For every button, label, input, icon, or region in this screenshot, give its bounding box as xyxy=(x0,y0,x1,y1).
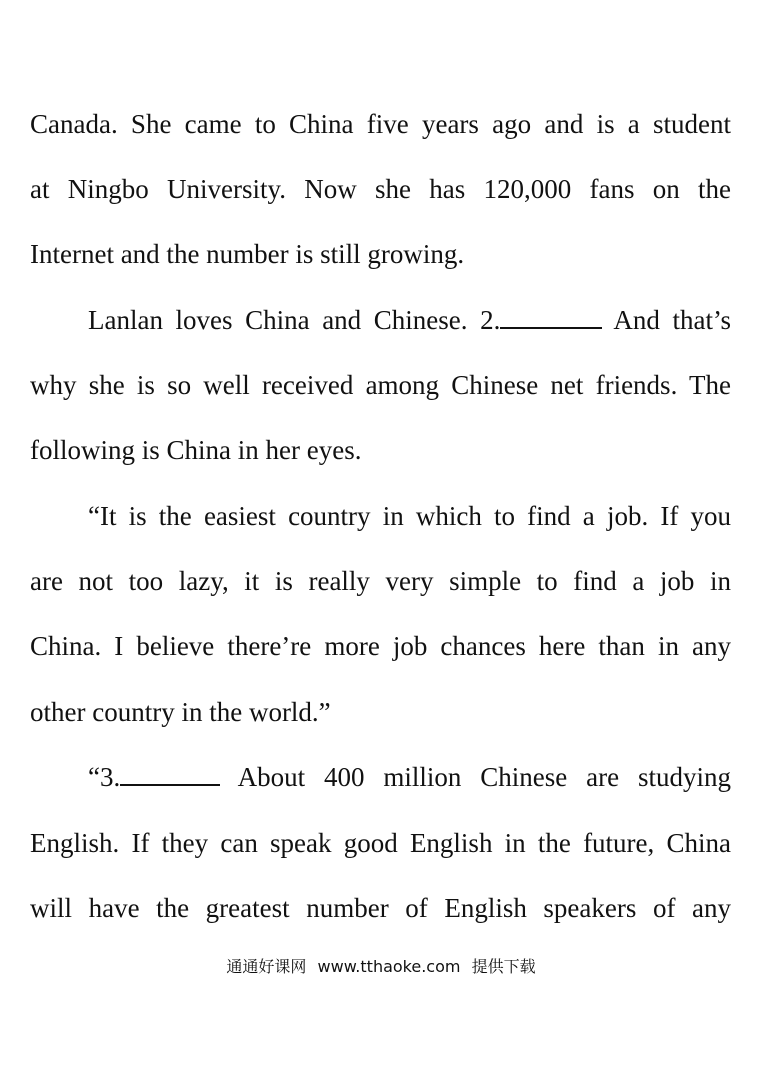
text-line-10: other country in the world.” xyxy=(30,697,331,727)
text-line-13: will have the greatest number of English speakers of any xyxy=(30,893,731,923)
answer-blank-2 xyxy=(500,305,602,329)
footer-url: www.tthaoke.com xyxy=(317,957,461,976)
question-2-continuation: And that’s xyxy=(613,305,731,335)
text-line-9: China. I believe there’re more job chances here than in any xyxy=(30,631,731,661)
page-footer xyxy=(0,956,762,978)
text-line-12: English. If they can speak good English in the future, China xyxy=(30,828,731,858)
question-3-continuation: About 400 million Chinese are studying xyxy=(237,762,731,792)
text-line-6: following is China in her eyes. xyxy=(30,435,362,465)
paragraph-question-2 xyxy=(88,303,731,337)
question-3-text: “3. xyxy=(88,762,121,792)
question-2-text: Lanlan loves China and Chinese. 2. xyxy=(88,305,501,335)
text-line-1: Canada. She came to China five years ago and is a student xyxy=(30,109,731,139)
text-line-3: Internet and the number is still growing. xyxy=(30,239,465,269)
answer-blank-3 xyxy=(120,762,220,786)
paragraph-question-3 xyxy=(88,760,731,794)
text-line-7: “It is the easiest country in which to find a job. If you xyxy=(88,501,731,531)
text-line-8: are not too lazy, it is really very simple to find a job in xyxy=(30,566,731,596)
footer-site-name: 通通好课网 xyxy=(226,957,307,976)
text-line-5: why she is so well received among Chinese net friends. The xyxy=(30,370,731,400)
footer-suffix: 提供下载 xyxy=(471,957,536,976)
text-line-2: at Ningbo University. Now she has 120,000 fans on the xyxy=(30,174,731,204)
